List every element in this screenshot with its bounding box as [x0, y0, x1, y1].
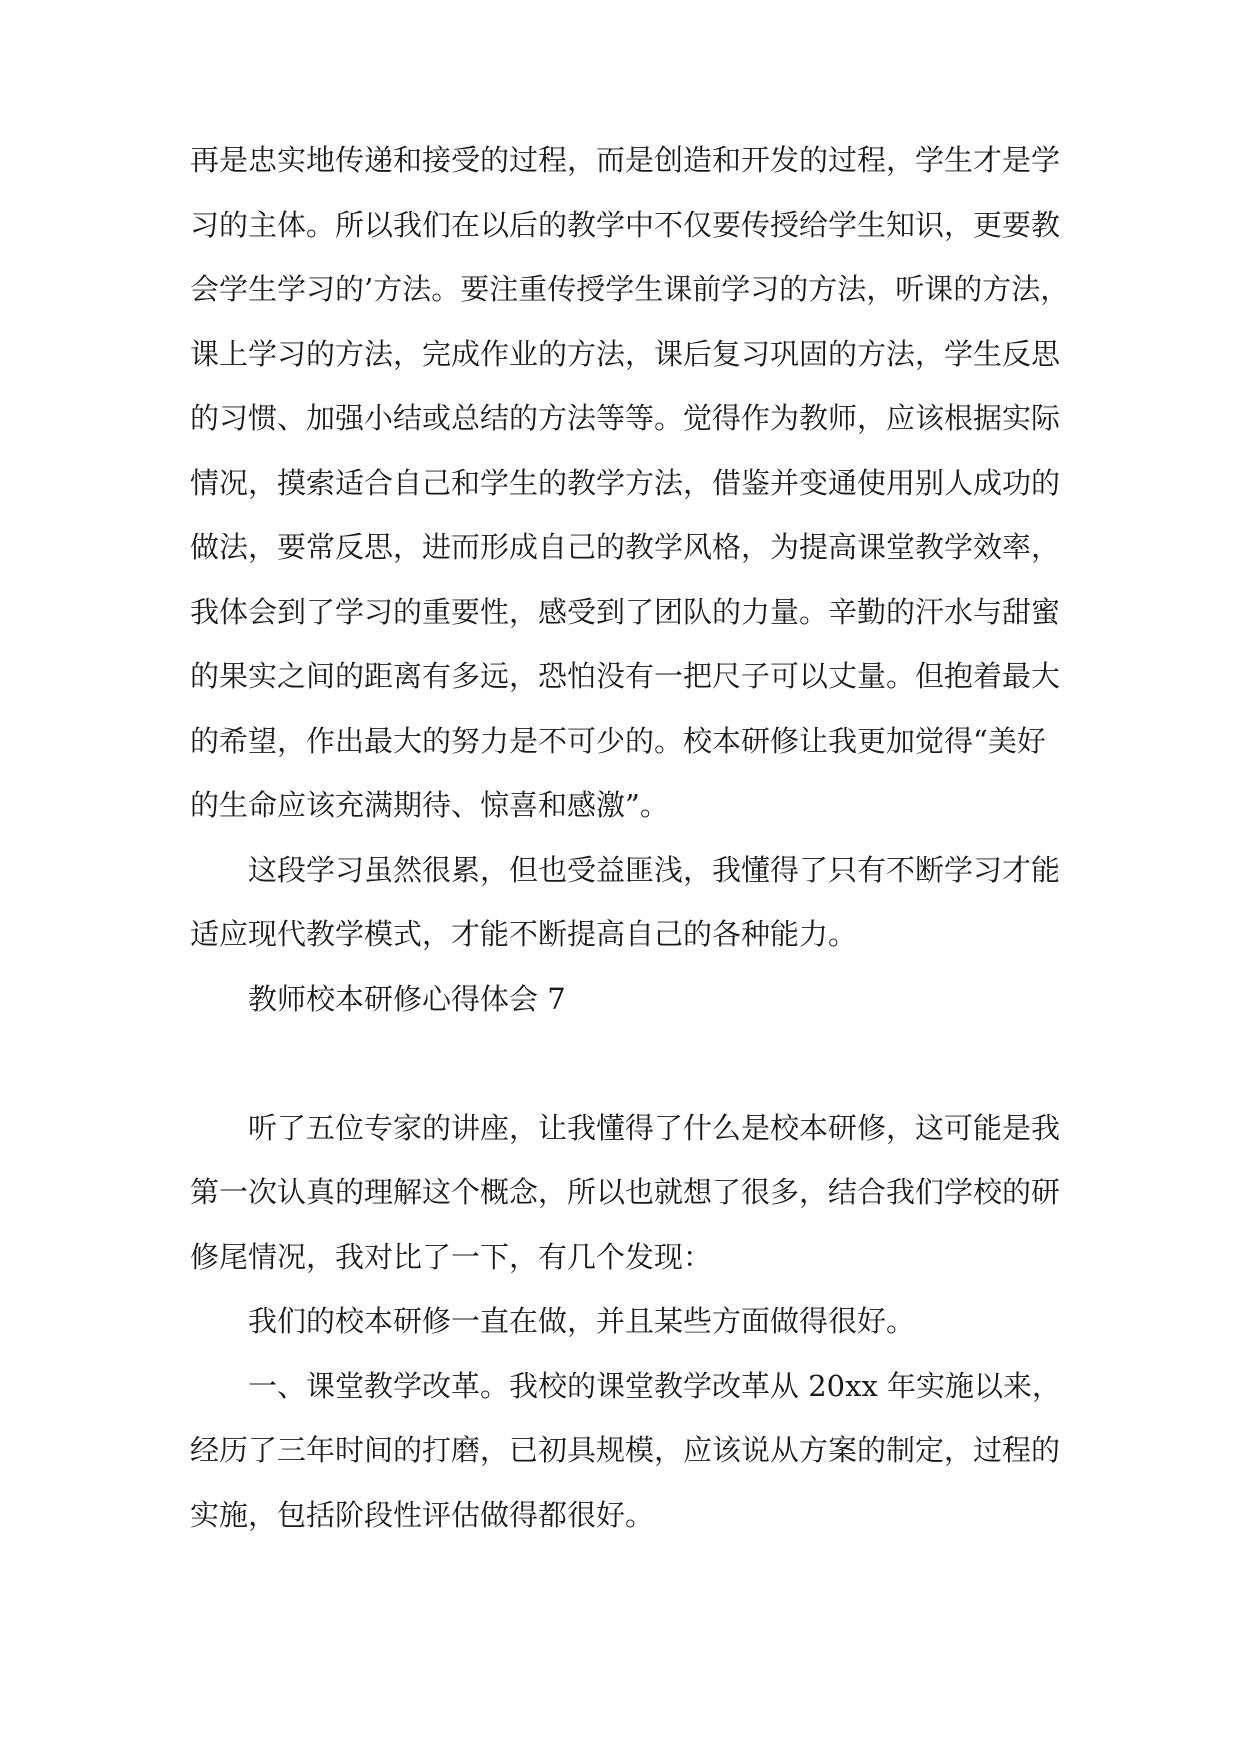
text-line: 第一次认真的理解这个概念，所以也就想了很多，结合我们学校的研 — [190, 1175, 1061, 1209]
text-line: 做法，要常反思，进而形成自己的教学风格，为提高课堂教学效率， — [190, 530, 1061, 564]
text-line: 习的主体。所以我们在以后的教学中不仅要传授给学生知识，更要教 — [190, 207, 1061, 242]
section-title: 教师校本研修心得体会 7 — [248, 981, 566, 1016]
text-line: 的果实之间的距离有多远，恐怕没有一把尺子可以丈量。但抱着最大 — [190, 659, 1061, 693]
text-line: 适应现代教学模式，才能不断提高自己的各种能力。 — [190, 917, 858, 951]
text-line: 情况，摸索适合自己和学生的教学方法，借鉴并变通使用别人成功的 — [190, 465, 1061, 500]
text-line: 一、课堂教学改革。我校的课堂教学改革从 20xx 年实施以来， — [248, 1368, 1062, 1403]
text-line: 修尾情况，我对比了一下，有几个发现： — [190, 1239, 713, 1274]
text-line: 的生命应该充满期待、惊喜和感激”。 — [190, 788, 669, 822]
text-line: 实施，包括阶段性评估做得都很好。 — [190, 1497, 655, 1532]
text-line: 我们的校本研修一直在做，并且某些方面做得很好。 — [248, 1304, 916, 1338]
text-line: 的习惯、加强小结或总结的方法等等。觉得作为教师，应该根据实际 — [190, 401, 1061, 435]
paragraph-reform — [190, 1354, 1060, 1548]
text-line: 听了五位专家的讲座，让我懂得了什么是校本研修，这可能是我 — [248, 1110, 1061, 1145]
text-line: 的希望，作出最大的努力是不可少的。校本研修让我更加觉得“美好 — [190, 723, 1046, 758]
text-line: 这段学习虽然很累，但也受益匪浅，我懂得了只有不断学习才能 — [248, 852, 1061, 887]
text-line: 会学生学习的’方法。要注重传授学生课前学习的方法，听课的方法， — [190, 272, 1070, 306]
section-heading — [190, 967, 1060, 1032]
paragraph-continued — [190, 128, 1070, 838]
paragraph-lectures — [190, 1096, 1060, 1290]
text-line: 课上学习的方法，完成作业的方法，课后复习巩固的方法，学生反思 — [190, 336, 1061, 371]
text-line: 再是忠实地传递和接受的过程，而是创造和开发的过程，学生才是学 — [190, 143, 1061, 177]
text-line: 经历了三年时间的打磨，已初具规模，应该说从方案的制定，过程的 — [190, 1433, 1061, 1467]
paragraph-study — [190, 838, 1060, 967]
document-body — [190, 128, 1070, 1547]
text-line: 我体会到了学习的重要性，感受到了团队的力量。辛勤的汗水与甜蜜 — [190, 594, 1061, 629]
blank-line — [190, 1031, 1060, 1096]
paragraph-doing-well — [190, 1289, 1060, 1354]
